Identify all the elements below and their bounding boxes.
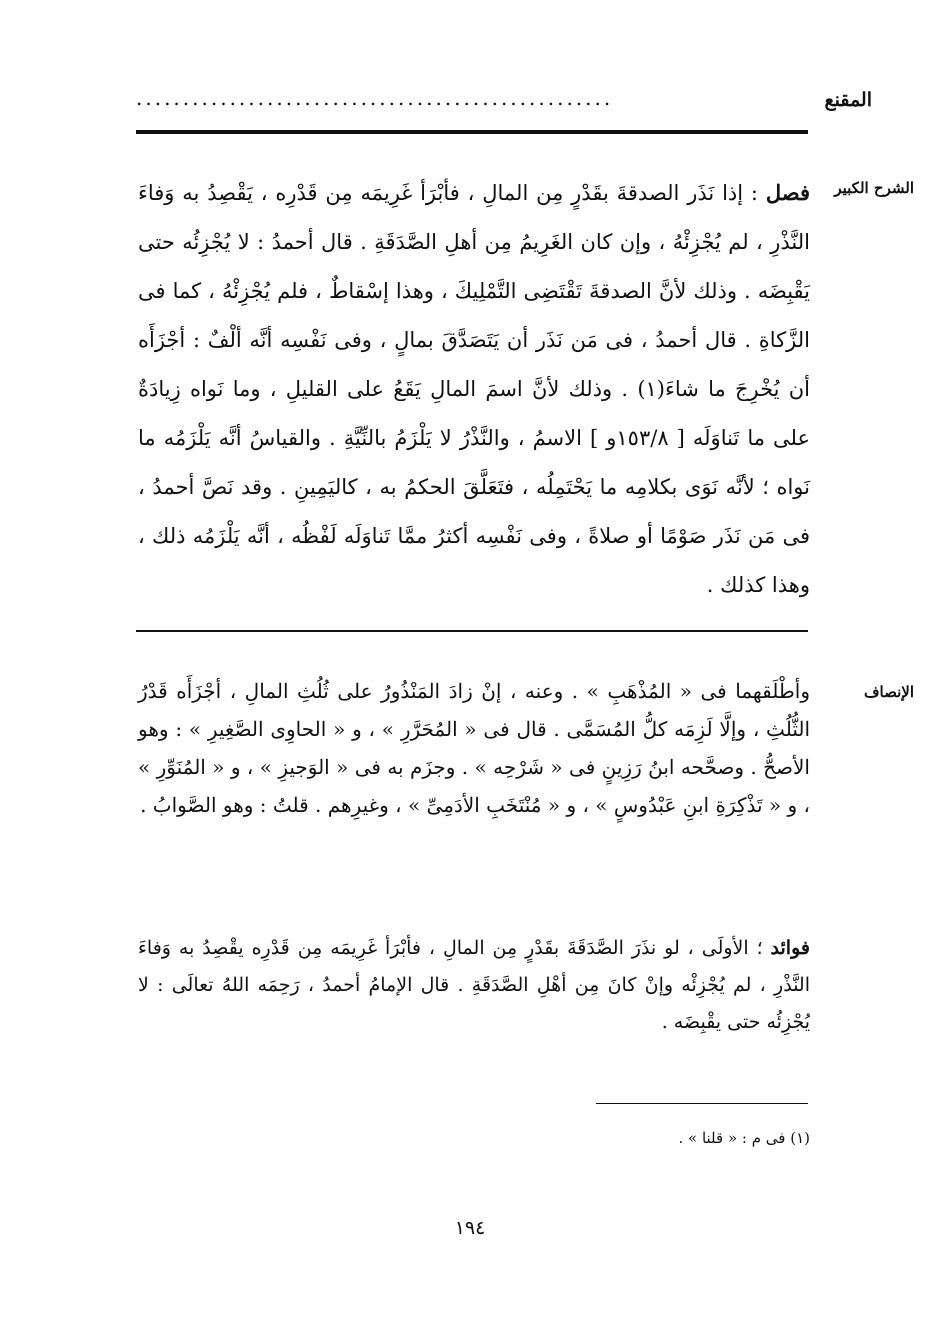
sharh-text: : إذا نَذَر الصدقةَ بقَدْرٍ مِن المالِ ، فأبْرَأ غَرِيمَه مِن قَدْرِه ، يَقْصِدُ به وَفاءَ النَّذْرِ ، لم يُجْزِئْهُ ، وإن كان الغَرِيمُ مِن أهلِ الصَّدَقَةِ . قال أحمدُ : لا يُجْزِئُه حتى يَقْبِضَه . وذلك لأنَّ الصدقةَ تَقْتَضِى التَّمْلِيكَ ، وهذا إسْقاطٌ ، فلم يُجْزِئْهُ ، كما فى الزَّكاةِ . قال أحمدُ ، فى مَن نَذَر أن يَتَصَدَّقَ بمالٍ ، وفى نَفْسِه أنَّه ألْفٌ : أجْزَأَه أن يُخْرِجَ ما شاءَ(١) . وذلك لأنَّ اسمَ المالِ يَقَعُ على القليلِ ، وما نَواه زِيادَةٌ على ما تَناوَلَه [ ١٥٣/٨و ] الاسمُ ، والنَّذْرُ لا يَلْزَمُ بالنِّيَّةِ . والقياسُ أنَّه يَلْزَمُه ما نَواه ؛ لأنَّه نَوَى بكلامِه ما يَحْتَمِلُه ، فتَعَلَّقَ الحكمُ به ، كاليَمِينِ . وقد نَصَّ أحمدُ ، فى مَن نَذَر صَوْمًا أو صلاةً ، وفى نَفْسِه أكثرُ ممَّا تَناوَلَه لَفْظُه ، أنَّه يَلْزَمُه ذلك ، وهذا كذلك .	[138, 181, 811, 597]
insaf-margin-label: الإنصاف	[863, 683, 914, 701]
fawaid-lead-word: فوائد	[770, 937, 810, 959]
footnote: (١) فى م : « قلنا » .	[678, 1129, 810, 1147]
header-rule	[136, 130, 808, 134]
page-number: ١٩٤	[454, 1217, 486, 1239]
running-head: المقنع	[824, 89, 872, 111]
dot-leader: ...................................................	[136, 88, 614, 108]
sharh-lead-word: فصل	[765, 180, 810, 205]
sharh-margin-label: الشرح الكبير	[834, 179, 914, 197]
sharh-paragraph	[138, 168, 810, 610]
fawaid-text: ؛ الأولَى ، لو نذَرَ الصَّدَقَةَ بقَدْرٍ مِن المالِ ، فأبْرَأ غَرِيمَه مِن قَدْرِه يقْصِدُ به وَفاءَ النَّذْرِ ، لم يُجْزِئْه وإنْ كانَ مِن أهْلِ الصَّدَقَةِ . قال الإمامُ أحمدُ ، رَحِمَه اللهُ تعالَى : لا يُجْزِئُه حتى يقْبِضَه .	[138, 937, 810, 1033]
insaf-paragraph: وأطْلَقهما فى « المُذْهَبِ » . وعنه ، إنْ زادَ المَنْذُورُ على ثُلُثِ المالِ ، أجْزَأَه قَدْرُ الثُّلُثِ ، وإلَّا لَزِمَه كلُّ المُسَمَّى . قال فى « المُحَرَّرِ » ، و « الحاوِى الصَّغِيرِ » : وهو الأصحُّ . وصحَّحه ابنُ رَزِينٍ فى « شَرْحِه » . وجزَم به فى « الوَجيزِ » ، و « المُنَوِّرِ » ، و « تَذْكِرَةِ ابنِ عَبْدُوسٍ » ، و « مُنْتَخَبِ الأدَمِىِّ » ، وغيرِهم . قلتُ : وهو الصَّوابُ .	[138, 679, 810, 817]
section-divider	[136, 630, 808, 632]
footnote-rule	[596, 1103, 808, 1104]
fawaid-paragraph	[138, 930, 810, 1041]
